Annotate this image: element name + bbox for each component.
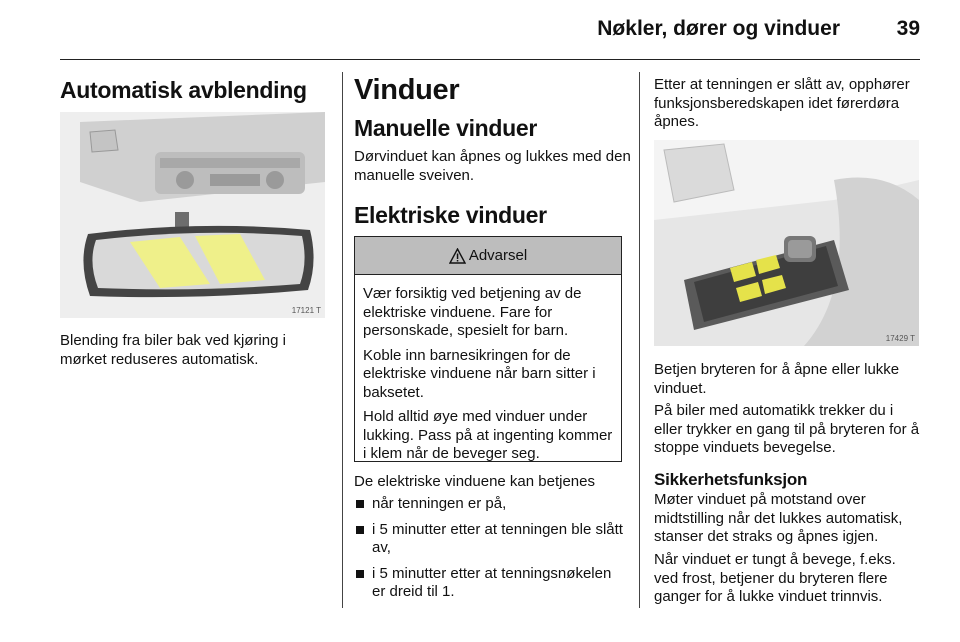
section-heading: Vinduer [354,74,460,106]
column-middle [344,60,631,642]
figure-code: 17121 T [291,306,321,315]
warning-header [355,237,621,275]
warning-paragraph: Hold alltid øye med vinduer under lukking. Pass på at ingenting kommer i klem når de beveger seg. [363,408,613,462]
warning-body [355,275,621,464]
body-text: På biler med automatikk trekker du i eller trykker en gang til på bryteren for å stoppe vinduets bevegelse. [654,402,920,456]
body-text: De elektriske vinduene kan betjenes [354,473,595,490]
body-text: Blending fra biler bak ved kjøring i mørket reduseres automatisk. [60,332,286,368]
subsection-heading: Elektriske vinduer [354,202,547,228]
rearview-mirror-image [60,112,325,318]
body-text: Betjen bryteren for å åpne eller lukke vinduet. [654,361,900,397]
body-text: Når vinduet er tungt å bevege, f.eks. ved frost, betjener du bryteren flere ganger for å lukke vinduet trinnvis. [654,551,896,605]
window-switch-illustration [654,140,919,346]
body-text: Etter at tenningen er slått av, opphører funksjonsberedskapen idet førerdøra åpnes. [654,76,910,130]
body-text: Dørvinduet kan åpnes og lukkes med den manuelle sveiven. [354,148,631,184]
list-item: når tenningen er på, [354,495,624,514]
bullet-square-icon [356,570,364,578]
page-number: 39 [896,17,920,40]
warning-paragraph: Vær forsiktig ved betjening av de elektriske vinduene. Fare for personskade, spesielt for barn. [363,285,582,339]
figure-code: 17429 T [885,334,915,343]
column-right [654,60,924,642]
body-text: Møter vinduet på motstand over midtstilling når det lukkes automatisk, stanser det straks og åpnes igjen. [654,491,903,545]
warning-title: Advarsel [468,247,528,264]
subsection-heading: Manuelle vinduer [354,115,538,141]
section-heading: Automatisk avblending [60,77,307,103]
warning-triangle-icon [449,248,466,264]
page-header [60,0,920,60]
list-item: i 5 minutter etter at tenningen ble slått av, [354,521,624,558]
column-divider [639,72,640,608]
subsection-heading: Sikkerhetsfunksjon [654,470,808,489]
mirror-illustration [60,112,325,318]
column-left [60,60,330,642]
window-switch-image [654,140,919,346]
column-divider [342,72,343,608]
bullet-square-icon [356,526,364,534]
list-item: i 5 minutter etter at tenningsnøkelen er dreid til 1. [354,565,624,602]
chapter-title: Nøkler, dører og vinduer [597,17,840,40]
warning-box [354,236,622,462]
bullet-list [354,495,624,609]
bullet-square-icon [356,500,364,508]
warning-paragraph: Koble inn barnesikringen for de elektriske vinduene når barn sitter i baksetet. [363,346,596,401]
